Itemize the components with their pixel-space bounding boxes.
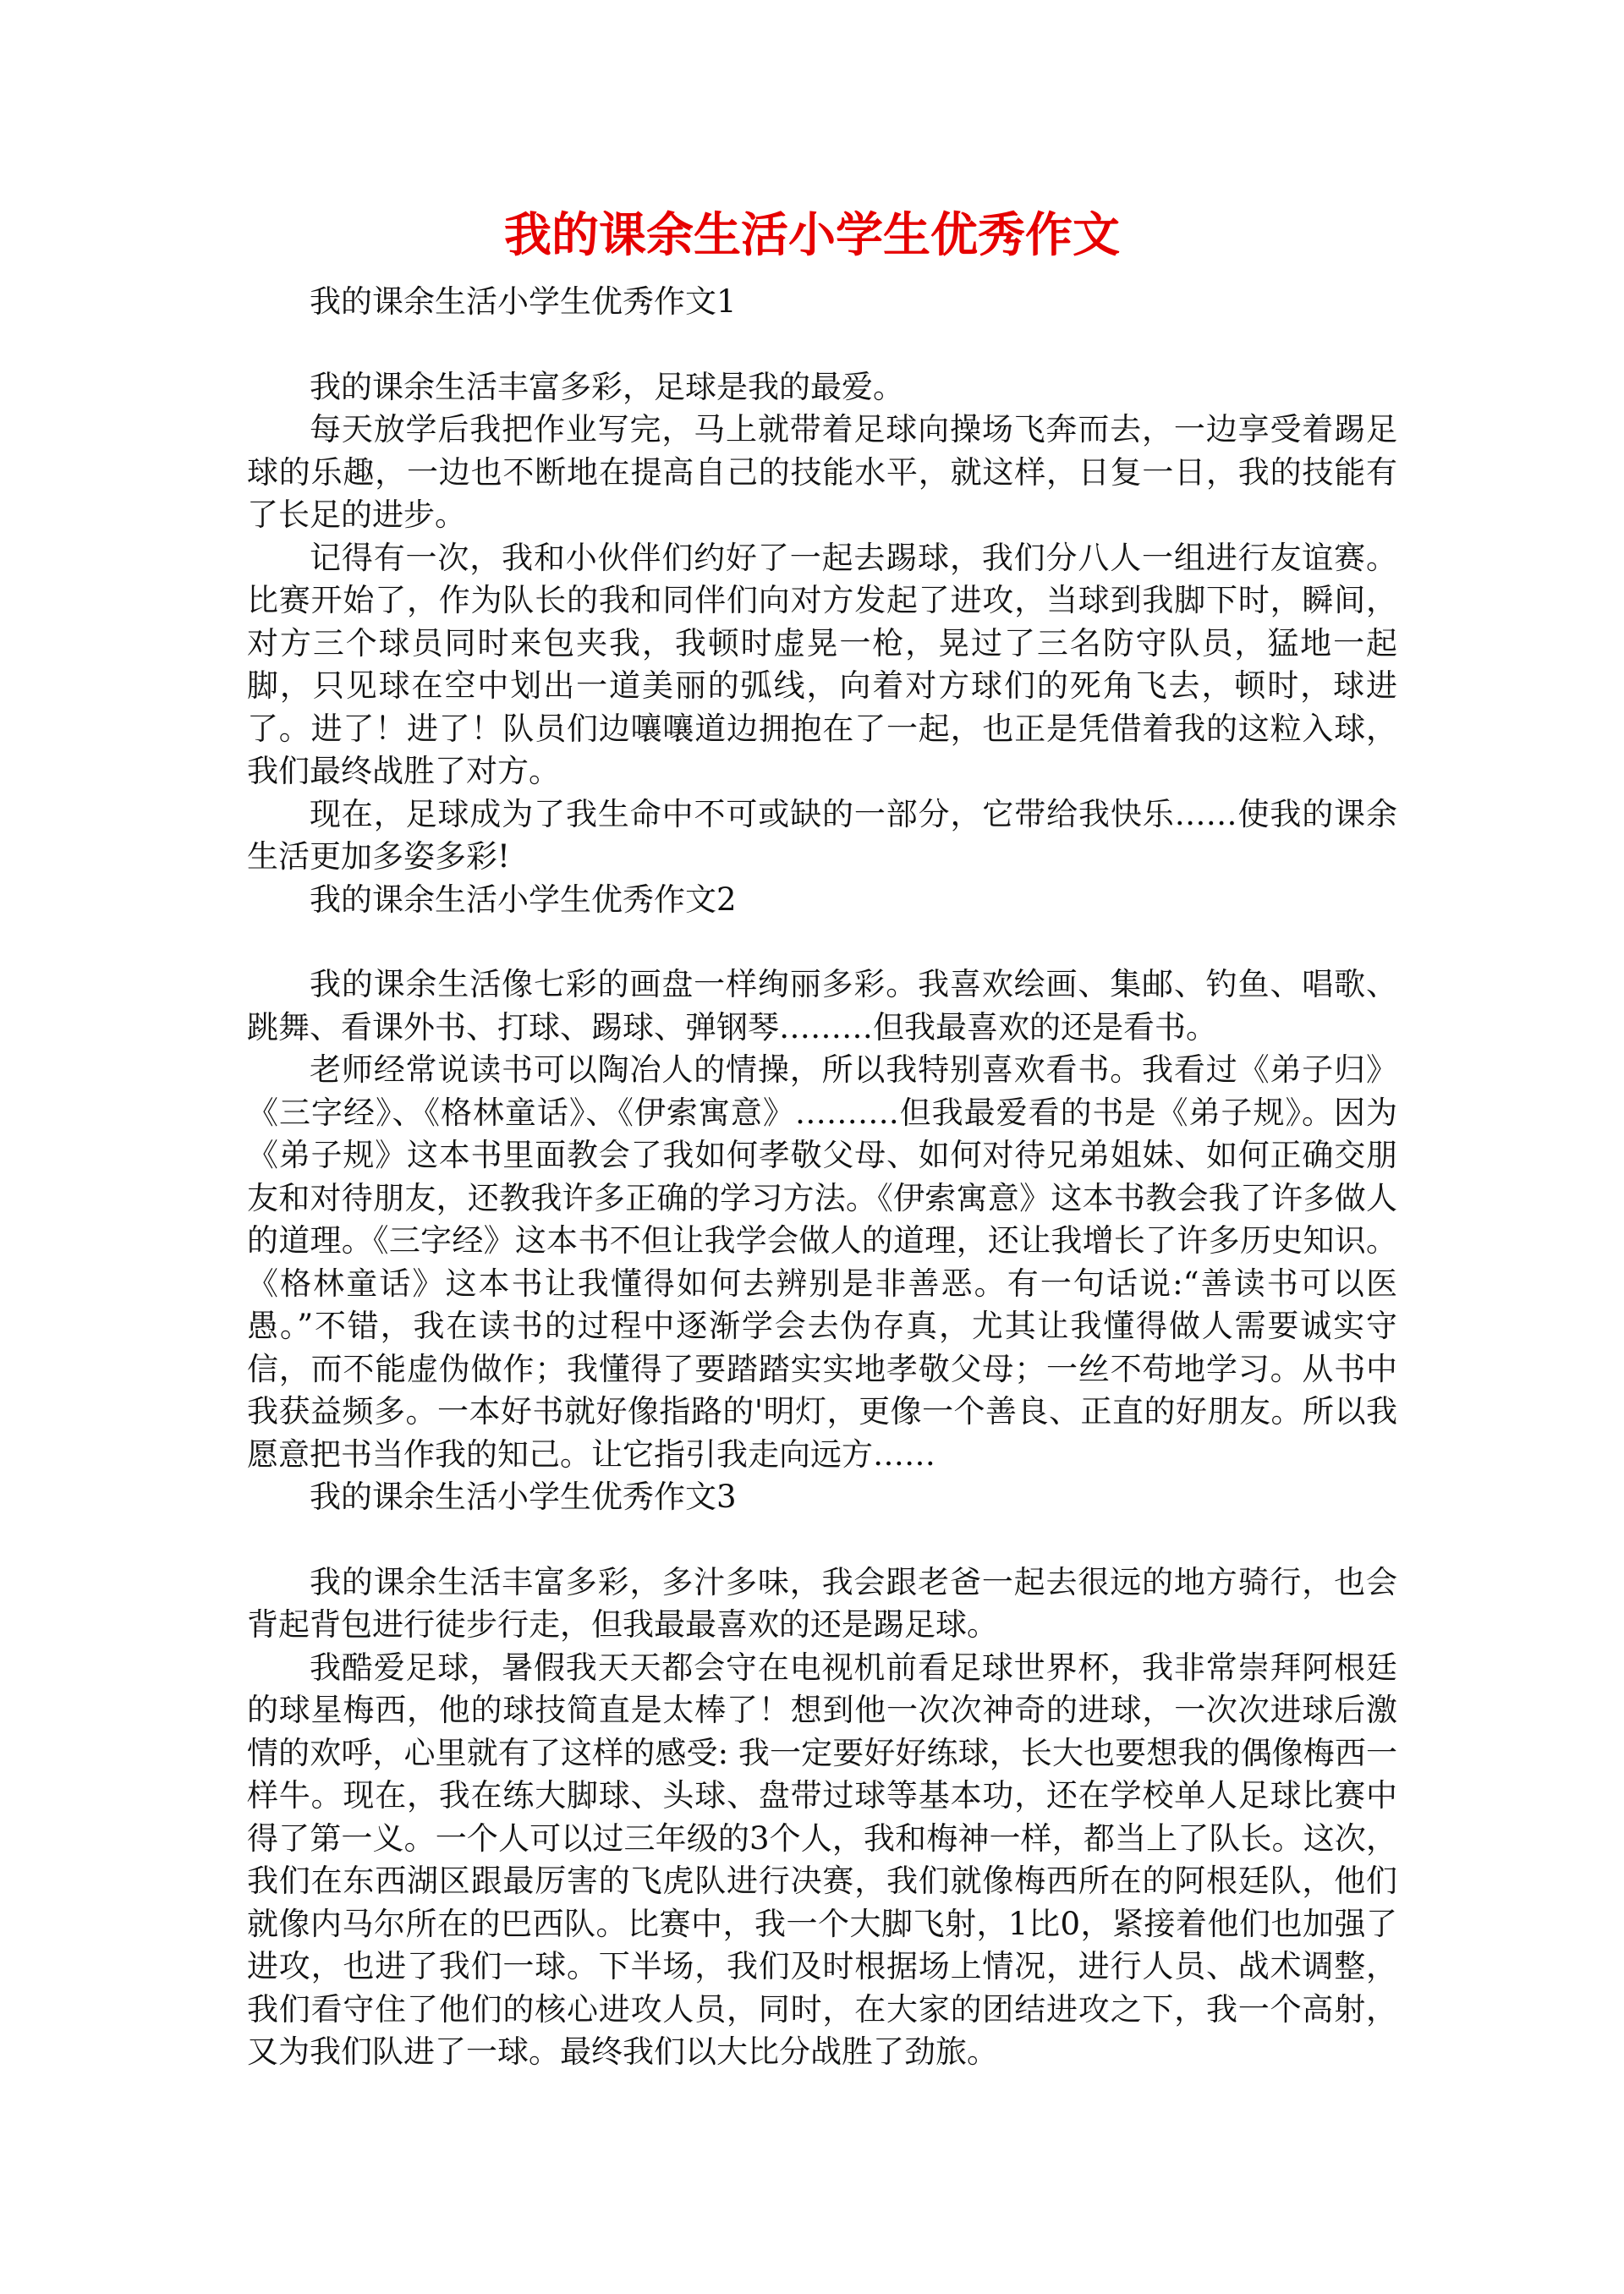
essay-heading: 我的课余生活小学生优秀作文3 — [310, 1479, 737, 1515]
essay-paragraph: 老师经常说读书可以陶冶人的情操，所以我特别喜欢看书。我看过《弟子归》《三字经》、《格林童话》、《伊索寓意》……….但我最爱看的书是《弟子规》。因为《弟子规》这本书里面教会了我如何孝敬父母、如何对待兄弟姐妹、如何正确交朋友和对待朋友，还教我许多正确的学习方法。《伊索寓意》这本书教会我了许多做人的道理。《三字经》这本书不但让我学会做人的道理，还让我增长了许多历史知识。《格林童话》这本书让我懂得如何去辨别是非善恶。有一句话说:“善读书可以医愚。”不错，我在读书的过程中逐渐学会去伪存真，尤其让我懂得做人需要诚实守信，而不能虚伪做作；我懂得了要踏踏实实地孝敬父母；一丝不苟地学习。从书中我获益频多。一本好书就好像指路的'明灯，更像一个善良、正直的好朋友。所以我愿意把书当作我的知己。让它指引我走向远方…… — [247, 1051, 1397, 1473]
essay-paragraph: 记得有一次，我和小伙伴们约好了一起去踢球，我们分八人一组进行友谊赛。比赛开始了，作为队长的我和同伴们向对方发起了进攻，当球到我脚下时，瞬间，对方三个球员同时来包夹我，我顿时虚晃一枪，晃过了三名防守队员，猛地一起脚，只见球在空中划出一道美丽的弧线，向着对方球们的死角飞去，顿时，球进了。进了！进了！队员们边嚷嚷道边拥抱在了一起，也正是凭借着我的这粒入球，我们最终战胜了对方。 — [247, 539, 1397, 789]
essay-paragraph: 我的课余生活像七彩的画盘一样绚丽多彩。我喜欢绘画、集邮、钓鱼、唱歌、跳舞、看课外书、打球、踢球、弹钢琴………但我最喜欢的还是看书。 — [247, 966, 1397, 1045]
essay-paragraph: 现在，足球成为了我生命中不可或缺的一部分，它带给我快乐……使我的课余生活更加多姿多彩! — [247, 795, 1397, 875]
essay-paragraph: 我酷爱足球，暑假我天天都会守在电视机前看足球世界杯，我非常崇拜阿根廷的球星梅西，他的球技简直是太棒了！想到他一次次神奇的进球，一次次进球后激情的欢呼，心里就有了这样的感受: 我一定要好好练球，长大也要想我的偶像梅西一样牛。现在，我在练大脚球、头球、盘带过球等基本功，还在学校单人足球比赛中得了第一义。一个人可以过三年级的3个人，我和梅神一样，都当上了队长。这次，我们在东西湖区跟最厉害的飞虎队进行决赛，我们就像梅西所在的阿根廷队，他们就像内马尔所在的巴西队。比赛中，我一个大脚飞射，1比0，紧接着他们也加强了进攻，也进了我们一球。下半场，我们及时根据场上情况，进行人员、战术调整，我们看守住了他们的核心进攻人员，同时，在大家的团结进攻之下，我一个高射，又为我们队进了一球。最终我们以大比分战胜了劲旅。 — [247, 1649, 1397, 2070]
essay-heading: 我的课余生活小学生优秀作文2 — [310, 881, 737, 918]
essay-paragraph: 我的课余生活丰富多彩，多汁多味，我会跟老爸一起去很远的地方骑行，也会背起背包进行徒步行走，但我最最喜欢的还是踢足球。 — [247, 1563, 1397, 1643]
essay-heading: 我的课余生活小学生优秀作文1 — [310, 283, 737, 320]
document-body — [247, 281, 1397, 2074]
essay-paragraph: 我的课余生活丰富多彩，足球是我的最爱。 — [310, 368, 904, 405]
document-title: 我的课余生活小学生优秀作文 — [504, 207, 1120, 263]
essay-paragraph: 每天放学后我把作业写完，马上就带着足球向操场飞奔而去，一边享受着踢足球的乐趣，一边也不断地在提高自己的技能水平，就这样，日复一日，我的技能有了长足的进步。 — [247, 411, 1397, 533]
